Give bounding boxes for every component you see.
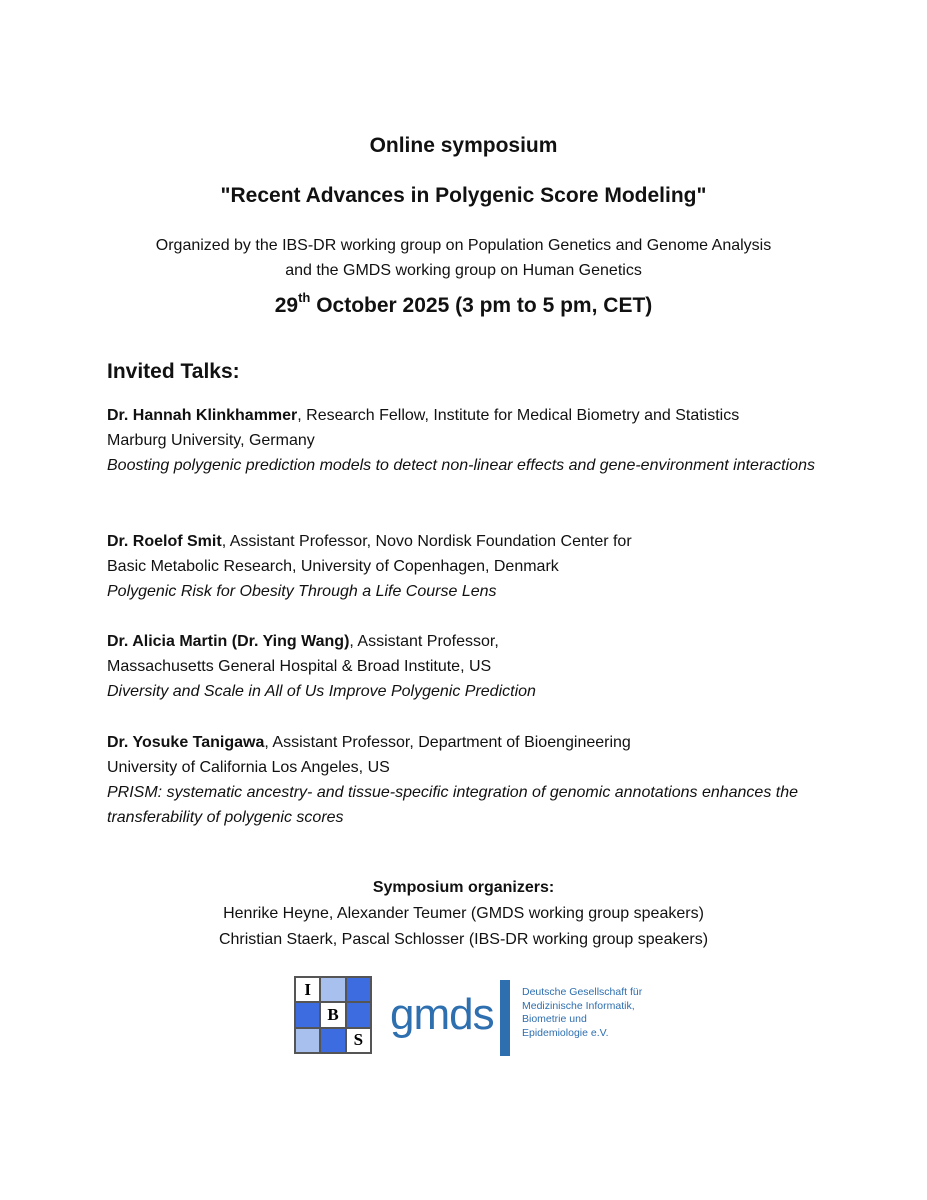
speaker-affiliation: , Research Fellow, Institute for Medical Biometry and Statistics [297,407,740,424]
talk-item [107,529,847,604]
organizers-line2: Christian Staerk, Pascal Schlosser (IBS-DR working group speakers) [218,931,709,948]
event-title: "Recent Advances in Polygenic Score Modeling" [220,184,707,207]
date-rest: October 2025 (3 pm to 5 pm, CET) [310,294,653,317]
organizers-heading: Symposium organizers: [372,879,555,896]
ibs-logo-letter-i: I [296,978,319,1001]
speaker-affiliation-line2: Massachusetts General Hospital & Broad Institute, US [107,658,492,675]
organizers-line1: Henrike Heyne, Alexander Teumer (GMDS working group speakers) [223,905,704,922]
organized-by-line1: Organized by the IBS-DR working group on Population Genetics and Genome Analysis [155,237,772,254]
event-type: Online symposium [369,134,558,157]
talk-item [107,730,847,830]
talk-item [107,629,847,704]
organizers-block [0,875,927,953]
speaker-affiliation: , Assistant Professor, [349,633,499,650]
speaker-affiliation: , Assistant Professor, Novo Nordisk Foundation Center for [221,533,632,550]
ibs-logo-letter-s: S [347,1029,370,1052]
speaker-affiliation-line2: Basic Metabolic Research, University of Copenhagen, Denmark [107,558,559,575]
gmds-desc-line: Medizinische Informatik, [522,999,635,1012]
date-suffix: th [298,290,311,305]
organized-by [0,233,927,283]
invited-talks-heading: Invited Talks: [107,360,240,383]
gmds-logo-wordmark: gmds [390,990,494,1039]
ibs-logo [294,976,372,1054]
gmds-desc-line: Epidemiologie e.V. [522,1026,609,1039]
talk-title: Diversity and Scale in All of Us Improve Polygenic Prediction [107,683,536,700]
talk-title: PRISM: systematic ancestry- and tissue-specific integration of genomic annotations enhances the transferability of polygenic scores [107,784,799,826]
gmds-logo-description [522,986,642,1040]
speaker-name: Dr. Alicia Martin (Dr. Ying Wang) [107,633,350,650]
speaker-affiliation-line2: University of California Los Angeles, US [107,759,390,776]
speaker-name: Dr. Roelof Smit [107,533,222,550]
speaker-name: Dr. Yosuke Tanigawa [107,734,265,751]
gmds-desc-line: Biometrie und [522,1013,587,1025]
ibs-logo-tile [321,978,344,1001]
organized-by-line2: and the GMDS working group on Human Genetics [285,262,642,279]
event-date [0,290,927,318]
speaker-affiliation: , Assistant Professor, Department of Bioengineering [264,734,631,751]
speaker-name: Dr. Hannah Klinkhammer [107,407,298,424]
gmds-desc-line: Deutsche Gesellschaft für [522,986,643,998]
talk-title: Polygenic Risk for Obesity Through a Life Course Lens [107,583,497,600]
ibs-logo-tile [347,978,370,1001]
talk-title: Boosting polygenic prediction models to detect non-linear effects and gene-environment interactions [107,457,815,474]
ibs-logo-letter-b: B [321,1003,344,1026]
date-day: 29 [274,294,299,317]
ibs-logo-tile [321,1029,344,1052]
gmds-logo-bar [500,980,510,1056]
ibs-logo-tile [296,1029,319,1052]
ibs-logo-tile [296,1003,319,1026]
talk-item [107,403,847,478]
ibs-logo-tile [347,1003,370,1026]
speaker-affiliation-line2: Marburg University, Germany [107,432,315,449]
